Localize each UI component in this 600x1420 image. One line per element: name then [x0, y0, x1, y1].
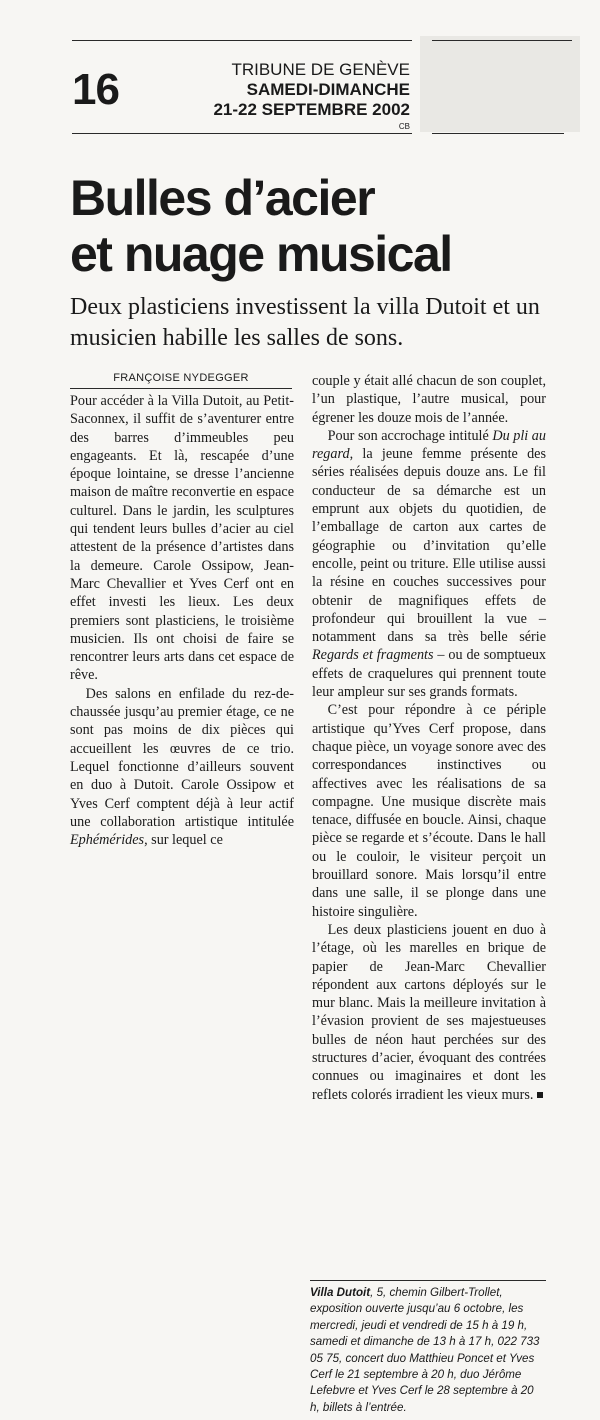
article-column-2 [312, 372, 546, 1104]
paragraph: C’est pour répondre à ce périple artistique qu’Yves Cerf propose, dans chaque pièce, un voyage sonore avec des correspondances instinctives ou affectives avec les réalisations de sa compagne. Une musique discrète mais tenace, diffusée en boucle. Ainsi, chaque pièce se regarde et s’écoute. Dans le hall ou le couloir, le visiteur perçoit un brouillard sonore. Mais lorsqu’il entre dans une salle, il se plonge dans une histoire singulière. [312, 702, 546, 920]
page-number: 16 [72, 65, 119, 114]
bottom-rule-left [72, 133, 412, 134]
masthead [190, 60, 410, 132]
paragraph-text: Les deux plasticiens jouent en duo à l’étage, où les marelles en brique de papier de Jean-Marc Chevallier répondent aux cartons déployés sur le mur blanc. Mais la meilleure invitation à l’évasion provient de ses majestueuses bulles de néon haut perchées sur des structures d’acier, évoquant des contrées connues ou imaginaires et dont les reflets colorés irradient les vieux murs. [312, 921, 546, 1103]
paragraph-text: Des salons en enfilade du rez-de-chaussée jusqu’au premier étage, ce ne sont pas moins de dix pièces qui accueillent les œuvres de ce trio. Lequel fonctionne d’ailleurs souvent en duo à Dutoit. Carole Ossipow et Yves Cerf comptent déjà à leur actif une collaboration artistique intitulée [70, 685, 294, 830]
top-rule-right [432, 40, 572, 41]
work-title: Du pli au regard [312, 427, 546, 463]
newspaper-name: TRIBUNE DE GENÈVE [231, 60, 410, 79]
paragraph-text: , la jeune femme présente des séries réalisées depuis douze ans. Le fil conducteur de sa démarche est un emprunt aux objets du quotidien, de l’emballage de carton aux cartes de géographie ou d’invitation qu’elle encolle, peint ou triture. Elle utilise aussi la résine en couches successives pour obtenir de magnifiques effets de profondeur qui brouillent la vue – notamment dans sa très belle série [312, 446, 546, 646]
headline-line-1: Bulles d’acier [70, 170, 375, 226]
practical-info-text: , 5, chemin Gilbert-Trollet, exposition ouverte jusqu’au 6 octobre, les mercredi, jeudi et vendredi de 15 h à 19 h, samedi et dimanche de 13 h à 17 h, 022 733 05 75, concert duo Matthieu Poncet et Yves Cerf le 21 septembre à 20 h, duo Jérôme Lefebvre et Yves Cerf le 28 septembre à 20 h, billets à l’entrée. [310, 1286, 540, 1414]
paragraph-text: , sur lequel ce [144, 832, 223, 849]
byline: FRANÇOISE NYDEGGER [113, 372, 249, 384]
top-rule-left [72, 40, 412, 41]
venue-name: Villa Dutoit [310, 1286, 371, 1299]
article-column-1 [70, 392, 294, 849]
paragraph: Pour accéder à la Villa Dutoit, au Petit-Saconnex, il suffit de s’aventurer entre des barres d’immeubles peu engageants. Et là, rescapée d’une époque lointaine, se dresse l’ancienne maison de maître reconvertie en espace culturel. Dans le jardin, les sculptures qui tendent leurs bulles d’acier au ciel attestent de la présence d’artistes dans la demeure. Carole Ossipow, Jean-Marc Chevallier et Yves Cerf ont en effet investi les lieux. Les deux premiers sont plasticiens, le troisième musicien. Ils ont choisi de faire se rencontrer leurs arts dans cet espace de rêve. [70, 393, 294, 684]
paragraph-text: Pour son accrochage intitulé [327, 427, 493, 444]
deck-subtitle: Deux plasticiens investissent la villa Dutoit et un musicien habille les salles de sons. [70, 294, 540, 351]
bottom-rule-right [432, 133, 564, 134]
paragraph [70, 685, 294, 850]
paragraph-text: – ou de somptueux effets de craquelures qui prennent toute leur ampleur sur ses grands formats. [312, 647, 547, 701]
byline-rule [70, 388, 292, 389]
clipper-initials: CB [398, 122, 410, 131]
edition-date: 21-22 SEPTEMBRE 2002 [213, 100, 410, 119]
headline-line-2: et nuage musical [70, 226, 452, 282]
paragraph [312, 427, 546, 701]
headline [70, 170, 570, 282]
adjacent-page-shadow [420, 36, 580, 132]
paragraph: couple y était allé chacun de son couplet, l’un plastique, l’autre musical, pour égrener les douze mois de l’année. [312, 373, 546, 426]
end-of-article-mark [537, 1092, 543, 1098]
work-title: Ephémérides [70, 832, 145, 849]
work-title: Regards et fragments [312, 647, 434, 664]
practical-info-box [310, 1280, 546, 1416]
paragraph [312, 921, 546, 1104]
edition-day: SAMEDI-DIMANCHE [246, 80, 410, 99]
